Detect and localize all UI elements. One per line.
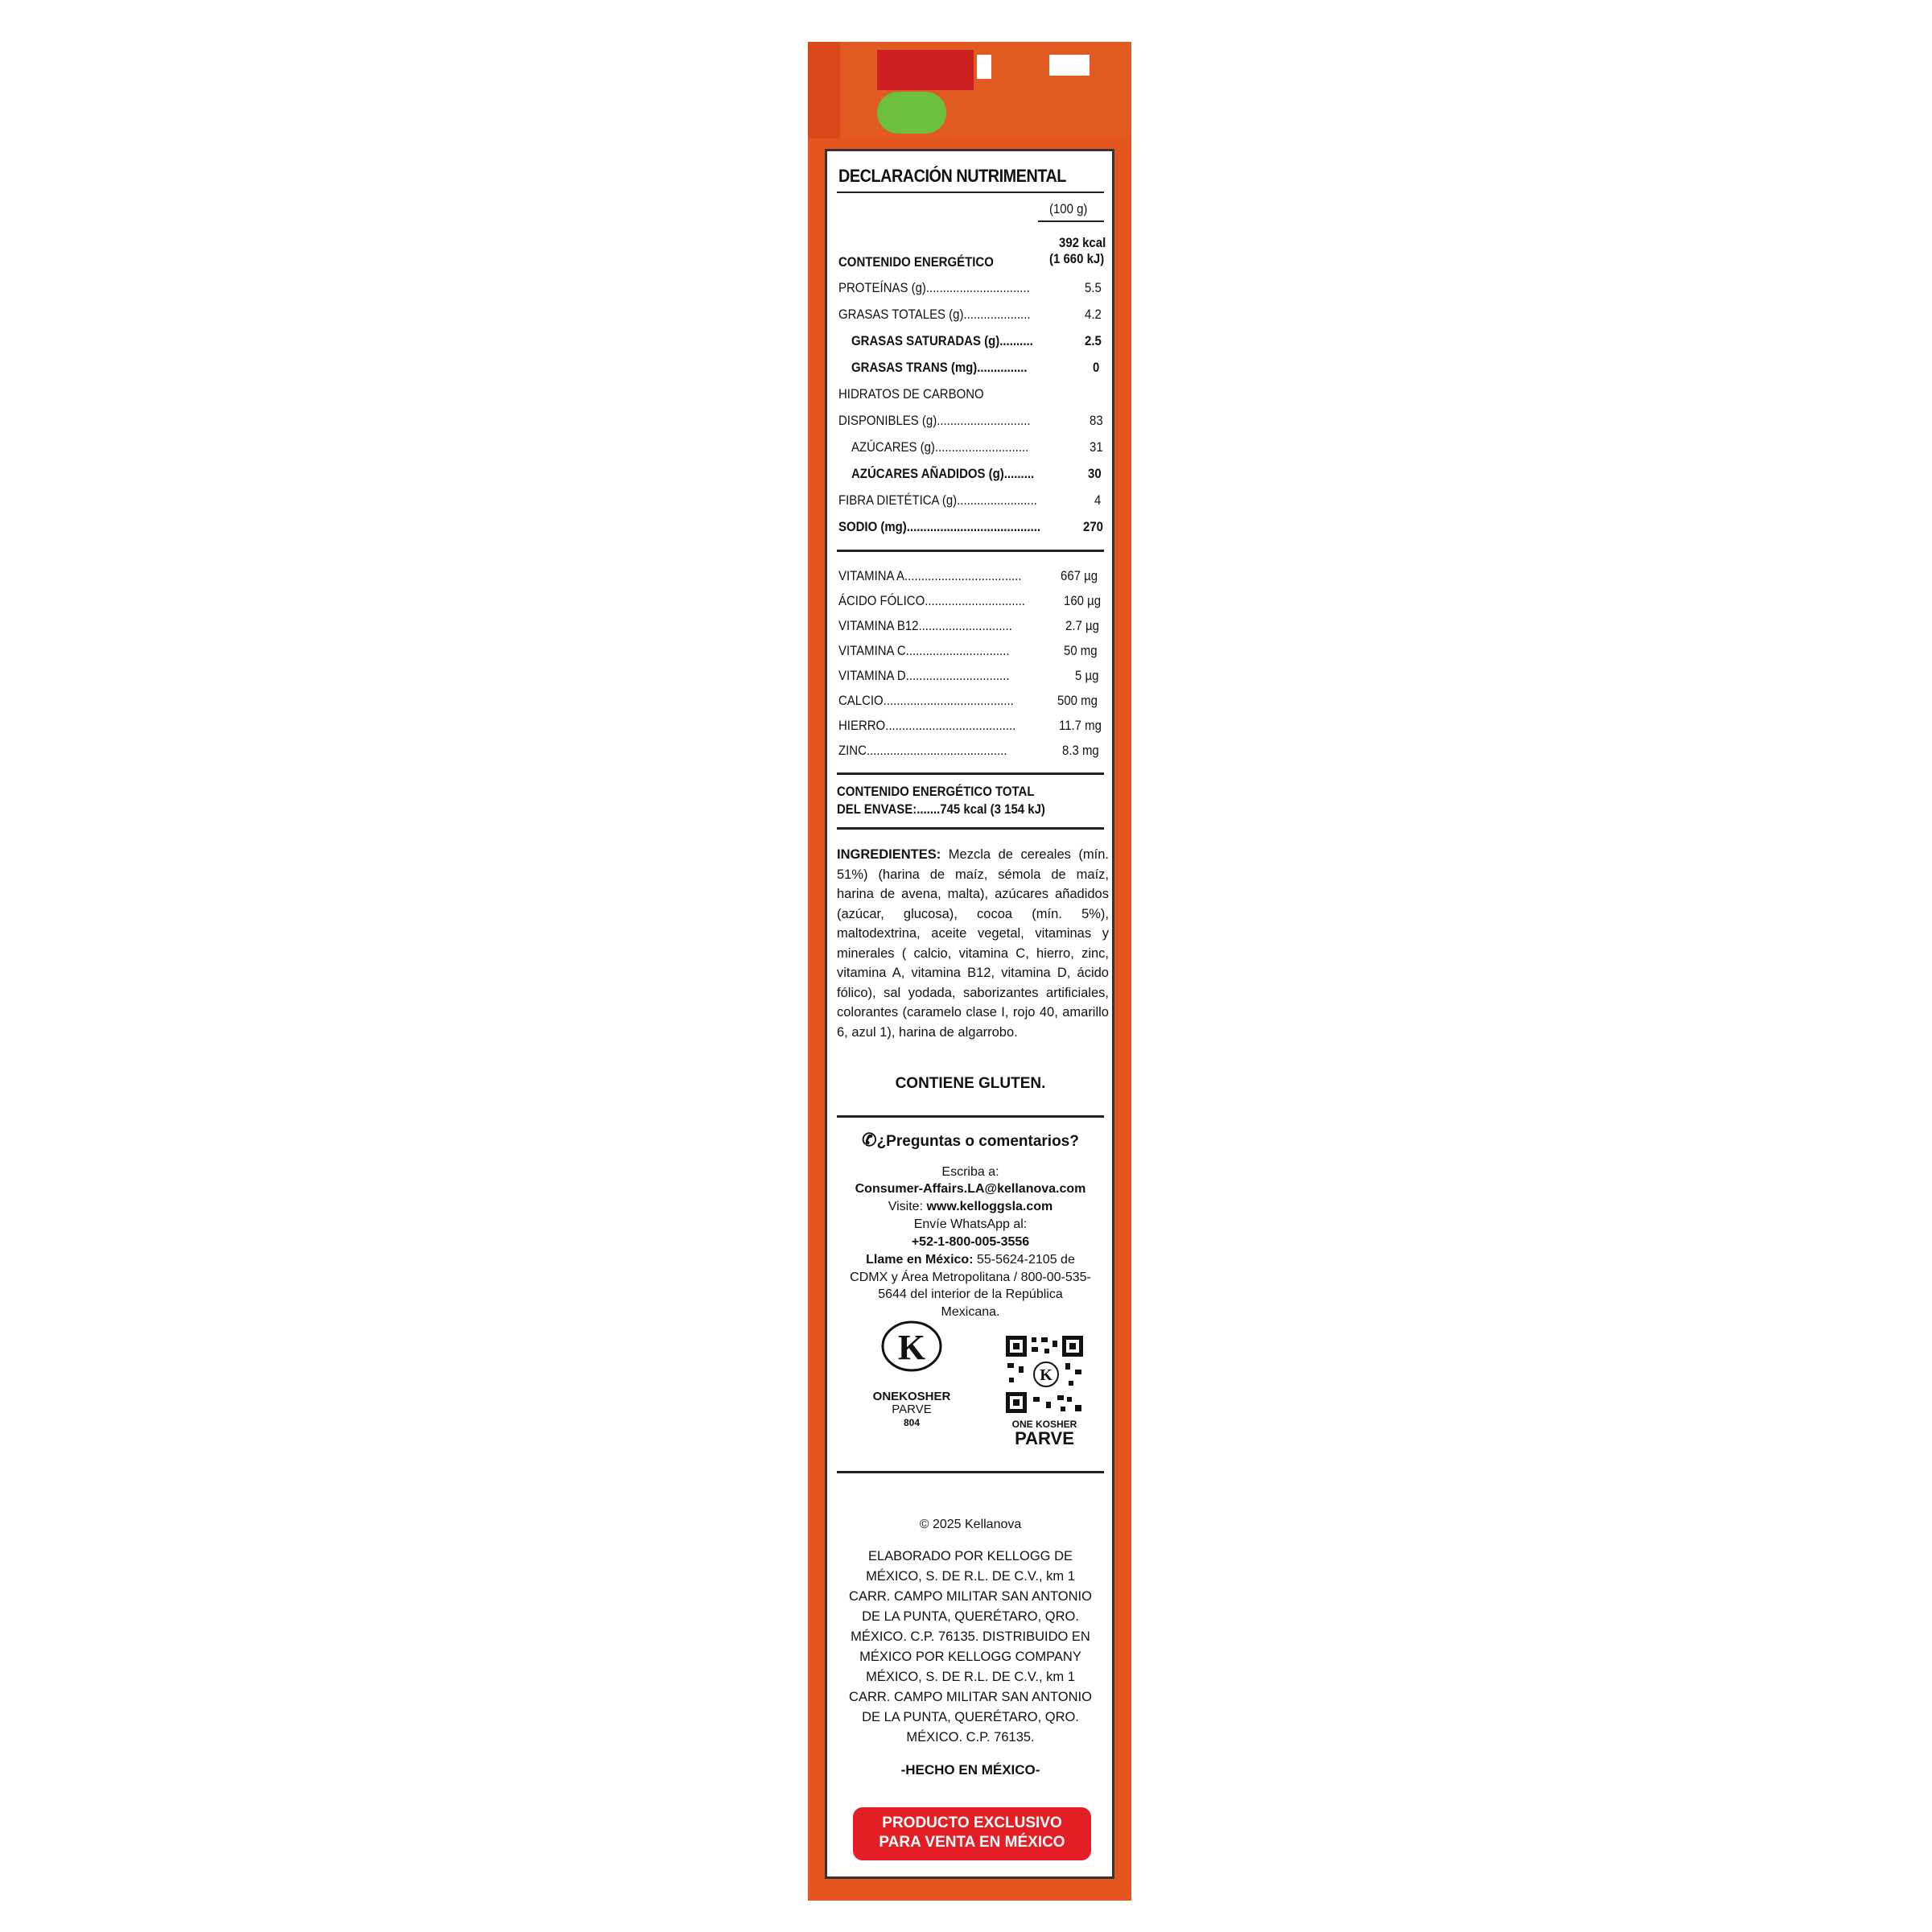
- box-top-red-graphic: [877, 50, 974, 90]
- nutrient-label: GRASAS TRANS (mg)...............: [851, 360, 1028, 375]
- vitamin-label: VITAMINA B12............................: [838, 618, 1012, 633]
- vitamin-label: VITAMINA A...................................: [838, 568, 1022, 583]
- contact-email[interactable]: Consumer-Affairs.LA@kellanova.com: [855, 1182, 1086, 1196]
- nutrient-value: 30: [1088, 466, 1102, 481]
- nutrition-panel: [825, 149, 1114, 1879]
- kosher-left-line1: ONEKOSHER: [872, 1390, 951, 1403]
- ingredients-text: [837, 845, 1109, 1042]
- kosher-right-line2: PARVE: [1015, 1428, 1074, 1448]
- nutrient-value: 31: [1090, 439, 1103, 455]
- nutrient-label: GRASAS SATURADAS (g)..........: [851, 333, 1033, 348]
- ingredients-label: INGREDIENTES:: [837, 847, 941, 862]
- nutrient-value: 83: [1090, 413, 1103, 428]
- visit-url[interactable]: www.kelloggsla.com: [926, 1200, 1053, 1213]
- vitamin-value: 8.3 mg: [1062, 743, 1099, 758]
- whatsapp-number: +52-1-800-005-3556: [911, 1235, 1030, 1249]
- nutrient-value: 5.5: [1085, 280, 1102, 295]
- nutrient-label: AZÚCARES AÑADIDOS (g).........: [851, 466, 1035, 481]
- vitamin-value: 2.7 µg: [1065, 618, 1099, 633]
- vitamin-value: 667 µg: [1061, 568, 1098, 583]
- box-top-white-label: [1049, 55, 1090, 76]
- phone-icon: ✆: [862, 1130, 877, 1150]
- exclusive-line2: PARA VENTA EN MÉXICO: [879, 1834, 1065, 1851]
- ingredients-list: Mezcla de cereales (mín. 51%) (harina de maíz, sémola de maíz, harina de avena, malta), azúcares añadidos (azúcar, glucosa), cocoa (mín. 5%), maltodextrina, aceite vegetal, vitaminas y minerales ( calcio, vitamina C, hierro, zinc, vitamina A, vitamina B12, vitamina D, ácido fólico), sal yodada, saborizantes artificiales, colorantes (caramelo clase I, rojo 40, amarillo 6, azul 1), harina de algarrobo.: [837, 847, 1109, 1040]
- made-in-mexico: -HECHO EN MÉXICO-: [900, 1762, 1040, 1778]
- vitamin-label: CALCIO.......................................: [838, 693, 1014, 708]
- serving-size: (100 g): [1049, 201, 1088, 216]
- nutrient-label: HIDRATOS DE CARBONO: [838, 386, 984, 402]
- divider: [837, 192, 1104, 193]
- contact-heading: [837, 1131, 1104, 1151]
- vitamin-value: 11.7 mg: [1059, 718, 1102, 733]
- qr-code-icon[interactable]: [1004, 1334, 1085, 1415]
- svg-text:K: K: [897, 1328, 926, 1367]
- vitamin-value: 5 µg: [1075, 668, 1099, 683]
- box-top-green-badge: [877, 92, 946, 134]
- divider: [837, 550, 1104, 552]
- energy-kcal: 392 kcal: [1059, 235, 1106, 250]
- vitamin-label: VITAMINA C...............................: [838, 643, 1010, 658]
- nutrient-label: GRASAS TOTALES (g)....................: [838, 307, 1031, 322]
- contact-write: Escriba a:: [941, 1165, 999, 1179]
- box-top-white-mark: [977, 55, 991, 79]
- vitamin-value: 50 mg: [1064, 643, 1098, 658]
- contact-title: ¿Preguntas o comentarios?: [876, 1133, 1079, 1150]
- nutrient-value: 4.2: [1085, 307, 1102, 322]
- cereal-box-top: [808, 42, 1131, 138]
- gluten-warning: CONTIENE GLUTEN.: [895, 1075, 1046, 1092]
- divider: [837, 827, 1104, 830]
- call-numbers: 55-5624-2105 de CDMX y Área Metropolitana / 800-00-535-5644 del interior de la República Mexicana.: [850, 1253, 1091, 1319]
- exclusive-line1: PRODUCTO EXCLUSIVO: [882, 1815, 1062, 1831]
- total-energy-line1: CONTENIDO ENERGÉTICO TOTAL: [837, 784, 1035, 799]
- nutrient-label: PROTEÍNAS (g)...............................: [838, 280, 1030, 295]
- kosher-left-line2: PARVE: [892, 1403, 932, 1416]
- nutrient-label: SODIO (mg)........................................: [838, 519, 1041, 534]
- whatsapp-label: Envíe WhatsApp al:: [913, 1217, 1028, 1231]
- contact-visit: [837, 1198, 1104, 1216]
- vitamin-value: 500 mg: [1057, 693, 1098, 708]
- nutrition-title: DECLARACIÓN NUTRIMENTAL: [838, 166, 1066, 186]
- manufacturer-info: ELABORADO POR KELLOGG DE MÉXICO, S. DE R.L. DE C.V., km 1 CARR. CAMPO MILITAR SAN ANTONIO DE LA PUNTA, QUERÉTARO, QRO. MÉXICO. C.P. 76135. DISTRIBUIDO EN MÉXICO POR KELLOGG COMPANY MÉXICO, S. DE R.L. DE C.V., km 1 CARR. CAMPO MILITAR SAN ANTONIO DE LA PUNTA, QUERÉTARO, QRO. MÉXICO. C.P. 76135.: [849, 1549, 1092, 1745]
- divider: [837, 772, 1104, 775]
- call-label: Llame en México:: [866, 1253, 974, 1267]
- vitamin-label: HIERRO.......................................: [838, 718, 1016, 733]
- total-energy-line2: DEL ENVASE:.......745 kcal (3 154 kJ): [837, 801, 1045, 817]
- nutrient-label: AZÚCARES (g)............................: [851, 439, 1029, 455]
- svg-text:K: K: [1040, 1366, 1053, 1384]
- copyright: © 2025 Kellanova: [919, 1518, 1022, 1531]
- vitamin-label: VITAMINA D...............................: [838, 668, 1010, 683]
- divider: [837, 1471, 1104, 1473]
- nutrient-value: 270: [1083, 519, 1103, 534]
- vitamin-label: ÁCIDO FÓLICO..............................: [838, 593, 1025, 608]
- nutrient-value: 4: [1094, 492, 1102, 508]
- kosher-right-line1: ONE KOSHER: [1011, 1419, 1077, 1430]
- nutrient-label: FIBRA DIETÉTICA (g)........................: [838, 492, 1037, 508]
- nutrient-label: DISPONIBLES (g)............................: [838, 413, 1031, 428]
- divider: [837, 1115, 1104, 1118]
- energy-label: CONTENIDO ENERGÉTICO: [838, 254, 994, 270]
- nutrient-value: 0: [1093, 360, 1100, 375]
- exclusive-product-badge: [853, 1807, 1091, 1860]
- visit-label: Visite:: [888, 1200, 927, 1213]
- kosher-left-line3: 804: [903, 1417, 921, 1428]
- vitamin-label: ZINC..........................................: [838, 743, 1007, 758]
- vitamin-value: 160 µg: [1064, 593, 1102, 608]
- divider: [1038, 220, 1104, 222]
- energy-kj: (1 660 kJ): [1049, 251, 1105, 266]
- nutrient-value: 2.5: [1085, 333, 1102, 348]
